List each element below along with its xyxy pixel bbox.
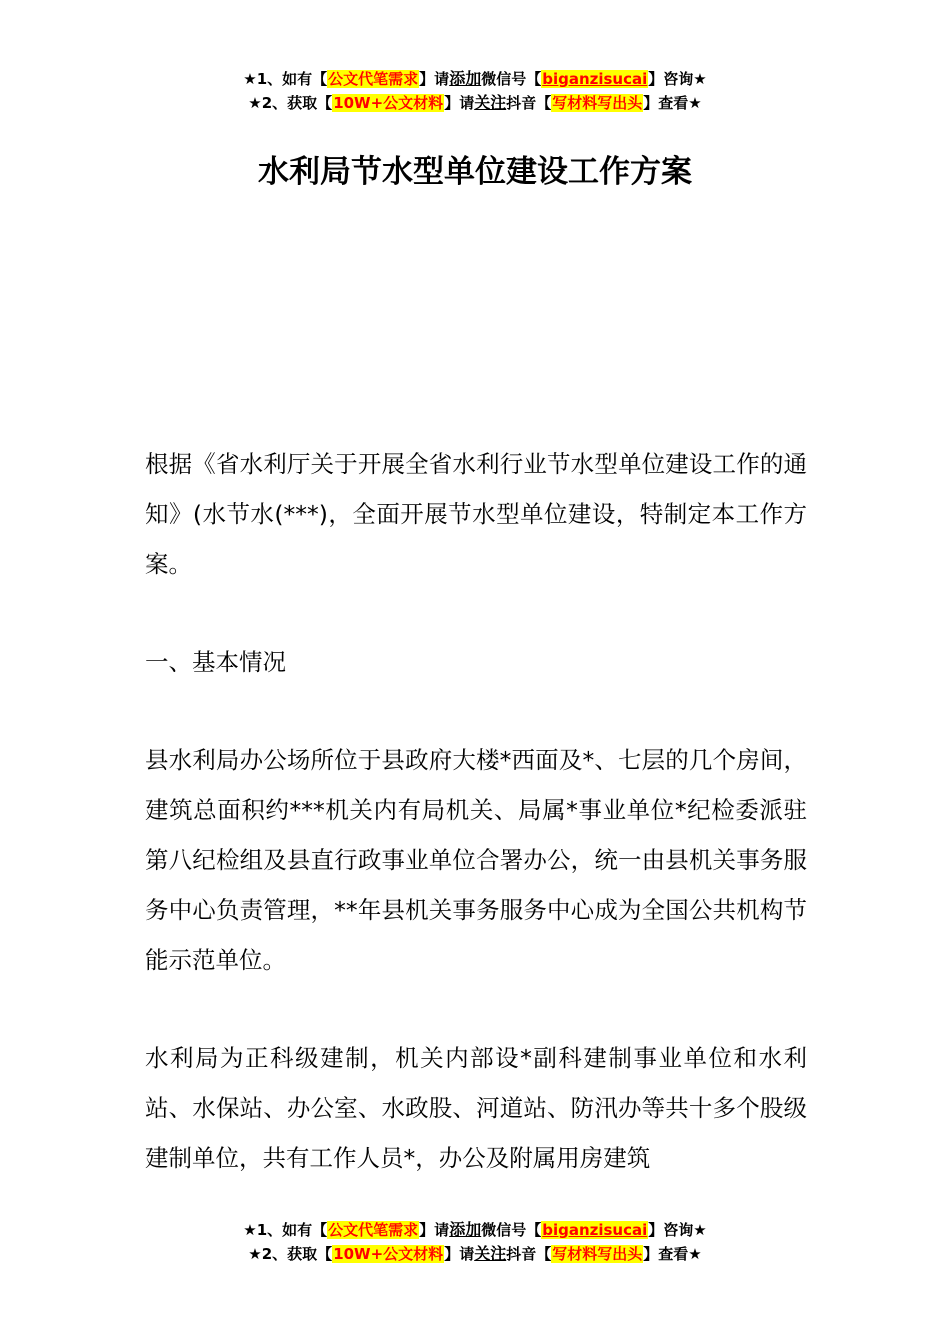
banner-emphasis: 添加 [449,69,482,88]
wechat-id-highlight: biganzisucai [542,1221,648,1239]
banner-text: 微信号【 [481,70,542,88]
banner-text: 】咨询★ [648,1221,707,1239]
banner-line-1 [0,1218,950,1242]
bottom-banner [0,1218,950,1266]
section-heading: 一、基本情况 [145,648,286,676]
intro-paragraph: 根据《省水利厅关于开展全省水利行业节水型单位建设工作的通知》(水节水(***)，全面开展节水型单位建设，特制定本工作方案。 [145,450,807,578]
banner-text: 】请 [419,70,450,88]
banner-text: ★1、如有【 [243,70,328,88]
banner-highlight: 公文代笔需求 [328,70,419,88]
banner-highlight: 公文代笔需求 [328,1221,419,1239]
banner-text: 抖音【 [506,1245,552,1263]
banner-text: 】查看★ [643,94,702,112]
banner-text: ★2、获取【 [248,1245,333,1263]
banner-line-2 [0,1242,950,1266]
top-banner [0,67,950,115]
banner-emphasis: 关注 [474,93,507,112]
wechat-id-highlight: biganzisucai [542,70,648,88]
document-title: 水利局节水型单位建设工作方案 [258,154,692,190]
banner-text: 】请 [419,1221,450,1239]
banner-highlight: 10W+公文材料 [333,1245,444,1263]
body-paragraph: 县水利局办公场所位于县政府大楼*西面及*、七层的几个房间，建筑总面积约***机关内有局机关、局属*事业单位*纪检委派驻第八纪检组及县直行政事业单位合署办公，统一由县机关事务服务中心负责管理，**年县机关事务服务中心成为全国公共机构节能示范单位。 [145,746,807,974]
banner-line-1 [0,67,950,91]
douyin-id-highlight: 写材料写出头 [552,94,643,112]
banner-line-2 [0,91,950,115]
banner-emphasis: 关注 [474,1244,507,1263]
banner-emphasis: 添加 [449,1220,482,1239]
banner-text: ★2、获取【 [248,94,333,112]
banner-text: 】查看★ [643,1245,702,1263]
banner-text: 】咨询★ [648,70,707,88]
banner-text: ★1、如有【 [243,1221,328,1239]
banner-highlight: 10W+公文材料 [333,94,444,112]
banner-text: 抖音【 [506,94,552,112]
body-paragraph: 水利局为正科级建制，机关内部设*副科建制事业单位和水利站、水保站、办公室、水政股、河道站、防汛办等共十多个股级建制单位，共有工作人员*，办公及附属用房建筑 [145,1044,807,1172]
banner-text: 微信号【 [481,1221,542,1239]
douyin-id-highlight: 写材料写出头 [552,1245,643,1263]
banner-text: 】请 [444,94,475,112]
banner-text: 】请 [444,1245,475,1263]
